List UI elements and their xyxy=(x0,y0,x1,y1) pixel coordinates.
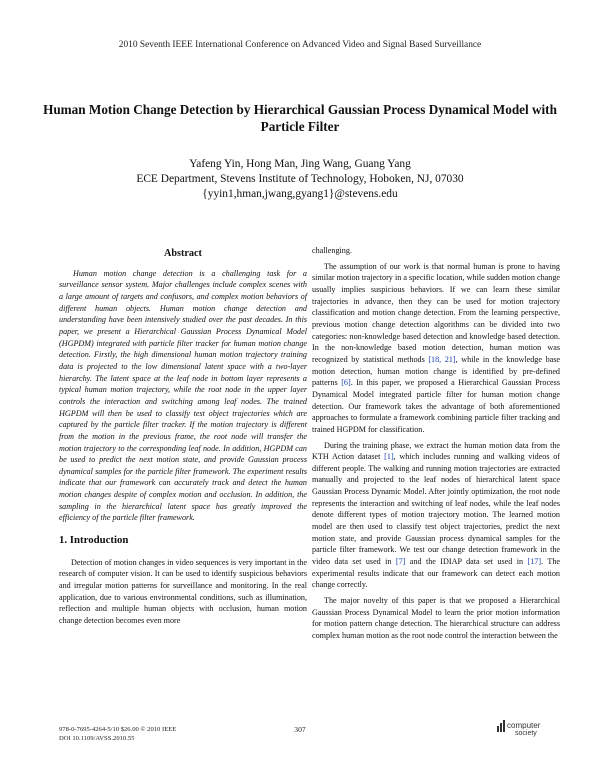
abstract-heading: Abstract xyxy=(164,248,202,259)
continued-text: challenging. xyxy=(312,246,352,255)
right-column xyxy=(312,245,560,642)
citation-link[interactable]: [1] xyxy=(384,452,394,462)
introduction-paragraph-4: The major novelty of this paper is that we proposed a Hierarchical Gaussian Process Dynamical Model to learn the prior motion information for motion pattern change detection. The hierarchical structure can address complex human motion as the root node control the interaction between the xyxy=(312,596,560,640)
introduction-heading: 1. Introduction xyxy=(59,534,129,547)
author-block xyxy=(0,157,600,202)
logo-bars-icon xyxy=(497,720,507,732)
logo-word-computer: computer xyxy=(507,721,541,730)
author-names: Yafeng Yin, Hong Man, Jing Wang, Guang Yang xyxy=(189,158,411,170)
author-affiliation: ECE Department, Stevens Institute of Technology, Hoboken, NJ, 07030 xyxy=(136,173,464,185)
paper-title: Human Motion Change Detection by Hierarchical Gaussian Process Dynamical Model with Particle Filter xyxy=(43,102,557,134)
left-column xyxy=(59,248,307,627)
page-number: 307 xyxy=(294,725,306,734)
citation-link[interactable]: [17] xyxy=(527,557,542,567)
logo-word-society: society xyxy=(515,730,537,737)
introduction-paragraph-3: During the training phase, we extract the human motion data from the KTH Action dataset [1], which includes running and walking videos of different people. The walking and running motion trajectories are extracted manually and projected to the leaf nodes of hierarchical latent space Gaussian Process Dynamic Model. After jointly optimization, the root node represents the interaction and switching of leaf nodes, while the leaf nodes denote different types of motion trajectory motion. The learned motion model are then used to classify test object trajectories, predict the next motion state, and provide Gaussian process dynamical samples for the particle filter framework. We test our change detection framework in the video data set used in [7] and the IDIAP data set used in [17]. The experimental results indicate that our framework can detect each motion change correctly. xyxy=(312,440,561,590)
introduction-paragraph-1: Detection of motion changes in video sequences is very important in the research of computer vision. It can be used to identify suspicious behaviors and irregular motion patterns for surveillance and monitoring. In the real application, due to various environmental conditions, such as illumination, reflection and multiple human objects with occlusion, human motion change detection becomes even more xyxy=(59,557,307,626)
introduction-paragraph-2: The assumption of our work is that normal human is prone to having similar motion trajectory in a specific location, while sudden motion change usually implies suspicious behaviors. If we can learn these similar trajectories in advance, then they can be used for motion trajectory classification and motion change detection. From the learning perspective, previous motion change detection algorithms can be divided into two categories: non-knowledge based detection and knowledge based detection. In the non-knowledge based motion detection, human motion was recognized by statistical methods [18, 21], while in the knowledge base motion detection, human motion change is identified by pre-defined patterns [6]. In this paper, we proposed a Hierarchical Gaussian Process Dynamical Model integrated particle filter for human motion change detection. Our framework takes the advantage of both aforementioned approaches to formulate a framework combining particle filter tracking and trained HGPDM for classification. xyxy=(312,261,561,434)
citation-link[interactable]: [18, 21] xyxy=(428,354,456,364)
doi-line: DOI 10.1109/AVSS.2010.55 xyxy=(59,735,135,742)
author-emails: {yyin1,hman,jwang,gyang1}@stevens.edu xyxy=(202,188,398,200)
copyright-line: 978-0-7695-4264-5/10 $26.00 © 2010 IEEE xyxy=(59,726,177,733)
abstract-text: Human motion change detection is a challenging task for a surveillance sensor system. Major challenges include complex scenes with a large amount of targets and confusors, and complex motion behaviors of different human objects. Human motion change detection and understanding have been intensively studied over the past decades. In this paper, we present a Hierarchical Gaussian Process Dynamical Model (HGPDM) integrated with particle filter tracker for human motion change detection. Firstly, the high dimensional human motion trajectory training data is projected to the low dimensional latent space with a two-layer hierarchy. The latent space at the leaf node in bottom layer represents a typical human motion trajectory, while the root node in the upper layer controls the interaction and switching among leaf nodes. The trained HGPDM will then be used to classify test object trajectories which are captured by the particle filter tracker. If the motion trajectory is different from the motion in the previous frame, the root node will transfer the motion trajectory to the corresponding leaf node. In addition, HGPDM can be used to predict the next motion state, and provide Gaussian process dynamical samples for the particle filter framework. The experiment results indicate that our framework can accurately track and detect the human motion changes despite of complex motion and occlusion. In addition, the sampling in the hierarchical latent space has greatly improved the efficiency of the particle filter framework. xyxy=(59,268,307,523)
citation-link[interactable]: [6] xyxy=(341,378,351,388)
conference-header: 2010 Seventh IEEE International Conference on Advanced Video and Signal Based Surveillance xyxy=(118,40,482,50)
citation-link[interactable]: [7] xyxy=(395,557,406,567)
computer-society-logo-icon xyxy=(497,718,547,744)
